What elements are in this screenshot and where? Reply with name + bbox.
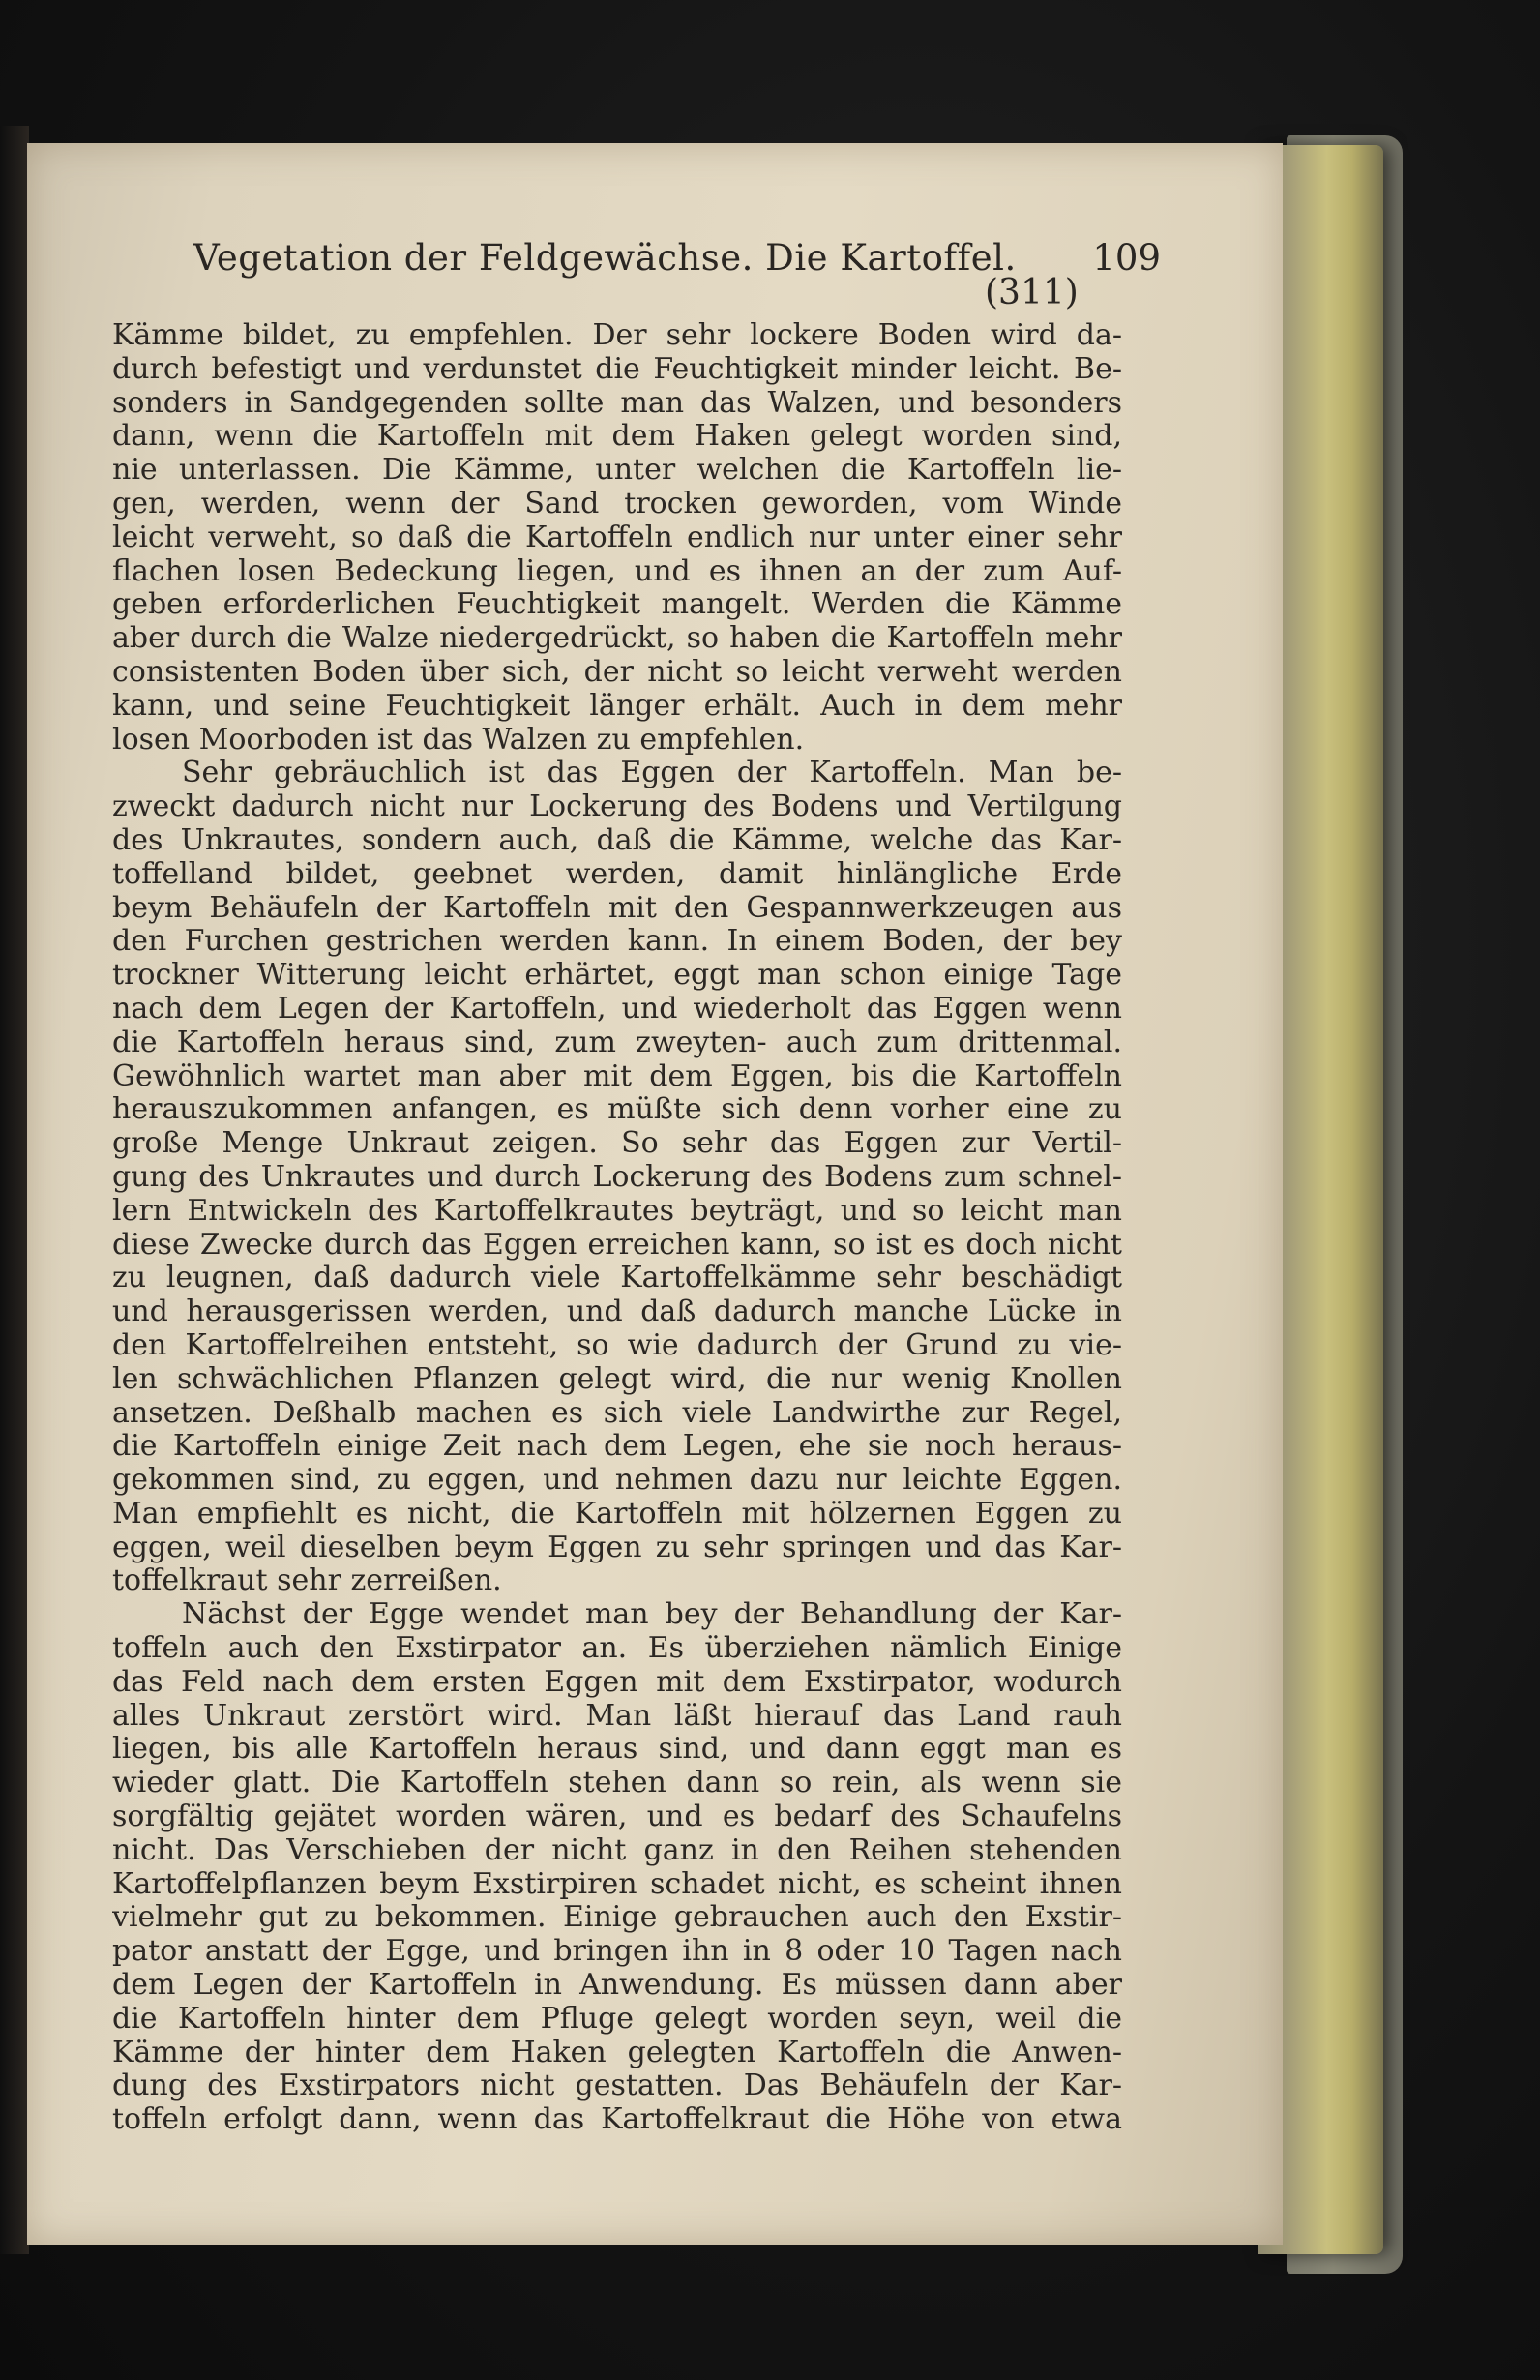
text-line: toffelkraut sehr zerreißen. <box>112 1564 502 1598</box>
text-line: leicht verweht, so daß die Kartoffeln endlich nur unter einer sehr <box>112 521 1122 554</box>
text-line: sorgfältig gejätet worden wären, und es bedarf des Schaufelns <box>112 1800 1122 1834</box>
text-line: geben erforderlichen Feuchtigkeit mangelt. Werden die Kämme <box>112 588 1122 622</box>
text-line: Gewöhnlich wartet man aber mit dem Eggen, bis die Kartoffeln <box>112 1059 1122 1093</box>
text-line: len schwächlichen Pflanzen gelegt wird, die nur wenig Knollen <box>112 1362 1122 1396</box>
text-line: dem Legen der Kartoffeln in Anwendung. Es müssen dann aber <box>112 1969 1122 2003</box>
text-line: diese Zwecke durch das Eggen erreichen kann, so ist es doch nicht <box>112 1228 1122 1262</box>
book-spine <box>0 126 29 2254</box>
text-line: dann, wenn die Kartoffeln mit dem Haken gelegt worden sind, <box>112 420 1122 454</box>
text-line: lern Entwickeln des Kartoffelkrautes beyträgt, und so leicht man <box>112 1194 1122 1228</box>
text-line: nach dem Legen der Kartoffeln, und wiederholt das Eggen wenn <box>112 992 1122 1026</box>
section-number: (311) <box>985 273 1079 312</box>
text-line: dung des Exstirpators nicht gestatten. Das Behäufeln der Kar- <box>112 2069 1122 2103</box>
body-text <box>112 319 1122 2137</box>
text-line: Kartoffelpflanzen beym Exstirpiren schadet nicht, es scheint ihnen <box>112 1867 1122 1901</box>
text-line: zweckt dadurch nicht nur Lockerung des Bodens und Vertilgung <box>112 790 1122 824</box>
text-line: toffelland bildet, geebnet werden, damit hinlängliche Erde <box>112 857 1122 891</box>
text-line: und herausgerissen werden, und daß dadurch manche Lücke in <box>112 1295 1122 1329</box>
text-line: trockner Witterung leicht erhärtet, eggt man schon einige Tage <box>112 959 1122 993</box>
text-line: alles Unkraut zerstört wird. Man läßt hierauf das Land rauh <box>112 1699 1122 1733</box>
text-line: zu leugnen, daß dadurch viele Kartoffelkämme sehr beschädigt <box>112 1262 1122 1295</box>
running-head: Vegetation der Feldgewächse. Die Kartoffel. <box>193 237 1017 279</box>
text-line: eggen, weil dieselben beym Eggen zu sehr springen und das Kar- <box>112 1531 1122 1564</box>
text-line: vielmehr gut zu bekommen. Einige gebrauchen auch den Exstir- <box>112 1901 1122 1935</box>
text-line: die Kartoffeln heraus sind, zum zweyten- auch zum drittenmal. <box>112 1026 1122 1059</box>
text-line: die Kartoffeln hinter dem Pfluge gelegt worden seyn, weil die <box>112 2002 1122 2036</box>
text-line: gung des Unkrautes und durch Lockerung des Bodens zum schnel- <box>112 1160 1122 1194</box>
text-line: toffeln erfolgt dann, wenn das Kartoffelkraut die Höhe von etwa <box>112 2103 1122 2137</box>
text-line: Kämme bildet, zu empfehlen. Der sehr lockere Boden wird da- <box>112 319 1122 352</box>
page-number: 109 <box>1092 237 1161 279</box>
text-line: wieder glatt. Die Kartoffeln stehen dann so rein, als wenn sie <box>112 1767 1122 1800</box>
text-line: beym Behäufeln der Kartoffeln mit den Gespannwerkzeugen aus <box>112 891 1122 925</box>
text-line: aber durch die Walze niedergedrückt, so haben die Kartoffeln mehr <box>112 622 1122 656</box>
text-line: toffeln auch den Exstirpator an. Es überziehen nämlich Einige <box>112 1632 1122 1666</box>
text-line: liegen, bis alle Kartoffeln heraus sind, und dann eggt man es <box>112 1733 1122 1767</box>
text-line: des Unkrautes, sondern auch, daß die Kämme, welche das Kar- <box>112 823 1122 857</box>
text-line: consistenten Boden über sich, der nicht so leicht verweht werden <box>112 655 1122 689</box>
text-line: den Kartoffelreihen entsteht, so wie dadurch der Grund zu vie- <box>112 1328 1122 1362</box>
text-line: gekommen sind, zu eggen, und nehmen dazu nur leichte Eggen. <box>112 1464 1122 1498</box>
text-line: Nächst der Egge wendet man bey der Behandlung der Kar- <box>182 1598 1122 1632</box>
text-line: durch befestigt und verdunstet die Feuchtigkeit minder leicht. Be- <box>112 352 1122 386</box>
text-line: sonders in Sandgegenden sollte man das Walzen, und besonders <box>112 386 1122 420</box>
text-line: die Kartoffeln einige Zeit nach dem Legen, ehe sie noch heraus- <box>112 1430 1122 1464</box>
text-line: Man empfiehlt es nicht, die Kartoffeln mit hölzernen Eggen zu <box>112 1497 1122 1531</box>
text-line: losen Moorboden ist das Walzen zu empfehlen. <box>112 723 805 757</box>
text-line: große Menge Unkraut zeigen. So sehr das Eggen zur Vertil- <box>112 1127 1122 1161</box>
text-line: kann, und seine Feuchtigkeit länger erhält. Auch in dem mehr <box>112 689 1122 723</box>
text-line: nie unterlassen. Die Kämme, unter welchen die Kartoffeln lie- <box>112 454 1122 488</box>
text-line: ansetzen. Deßhalb machen es sich viele Landwirthe zur Regel, <box>112 1396 1122 1430</box>
text-line: gen, werden, wenn der Sand trocken geworden, vom Winde <box>112 487 1122 521</box>
text-line: den Furchen gestrichen werden kann. In einem Boden, der bey <box>112 925 1122 959</box>
text-line: herauszukommen anfangen, es müßte sich denn vorher eine zu <box>112 1093 1122 1127</box>
text-line: flachen losen Bedeckung liegen, und es ihnen an der zum Auf- <box>112 554 1122 588</box>
text-line: das Feld nach dem ersten Eggen mit dem Exstirpator, wodurch <box>112 1665 1122 1699</box>
text-line: Kämme der hinter dem Haken gelegten Kartoffeln die Anwen- <box>112 2036 1122 2069</box>
text-line: Sehr gebräuchlich ist das Eggen der Kartoffeln. Man be- <box>182 757 1122 790</box>
text-line: nicht. Das Verschieben der nicht ganz in den Reihen stehenden <box>112 1833 1122 1867</box>
text-line: pator anstatt der Egge, und bringen ihn in 8 oder 10 Tagen nach <box>112 1935 1122 1969</box>
